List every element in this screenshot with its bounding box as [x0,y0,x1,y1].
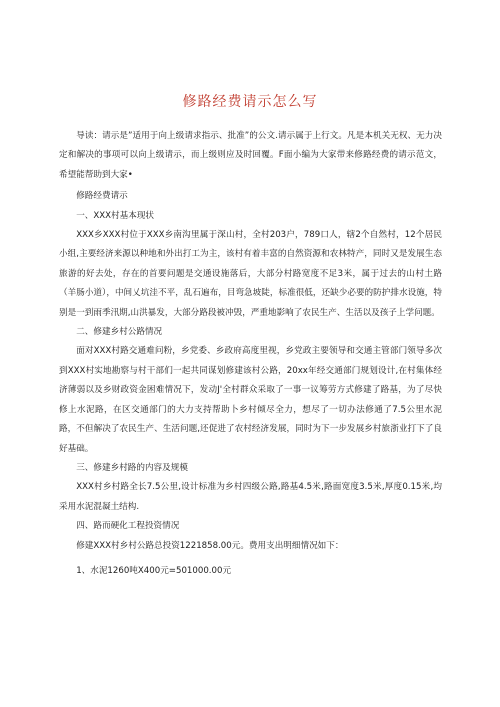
body-paragraph: 面对XXX村路交通难问粉，乡党委、乡政府高度里视，乡党政主要领导和交通主管部门领导多次到XXX村实地勘察与村干部们一起共同谋划修建该村公路，20xx年经交通部门规划设计,在村集体经济薄弱以及乡财政资金困难情况下，发动J'全村群众采取了一事一议筹劳方式修建了路基，为了尽快修上水泥路，在区交通部门的大力支持帮助卜乡村倾尽全力，想尽了一切办法修通了7.5公里水泥路，不但解决了农民生产、生活问题,还促进了农村经济发展，同时为下一步发展乡村旅浙业打下了良好基础。 [59,346,442,454]
body-paragraph: 修建XXX村乡村公路总投资1221858.00元。费用支出明细情况如下： [76,540,344,551]
section-heading: 一、XXX村基本现状 [76,210,155,221]
section-heading: 二、修建乡村公路情况 [76,327,163,338]
intro-paragraph: 导读：请示是”适用于向上级请求指示、批准”的公文.请示属于上行文。凡是本机关无权、无力决定和解决的事项可以向上级请示，而上级则应及时回覆。F面小编为大家带来修路经费的请示范文，希望能帮助到大家• [59,131,442,180]
list-item: 1、水泥1260吨X400元=501000.00元 [76,565,232,576]
document-title: 修路经费请示怎么写 [182,94,318,110]
body-paragraph: XXX乡XXX村位于XXX乡南沟里属于深山村，全村203户，789口人，辖2个自然村，12个居民小组,主要经济来源以种地和外出打工为主，该村有着丰富的自然资源和农林特产，同时又是发展生态旅游的好去处，存在的首要问题是交通设施落后，大部分村路宽度不足3米，属于过去的山村土路（羊肠小道），中间乂坑洼不平，乱石遍布，目弯急坡陡，标准很低，还缺少必要的防护排水设施，特别是一到雨季汛期,山洪暴发，大部分路段被冲毁，严重地影响了农民生产、生活以及孩子上学问题。 [59,230,442,318]
body-paragraph: XXX村乡村路全长7.5公里,设计标准为乡村四级公路,路基4.5米,路面宽度3.5米,厚度0.15米,均采用水泥混凝土结构. [59,482,442,512]
section-heading: 三、修建乡村路的内容及规模 [76,462,188,473]
section-heading: 修路经费请示 [76,191,128,202]
document-body [59,127,442,581]
section-heading: 四、路而硬化工程投资情况 [76,521,180,532]
